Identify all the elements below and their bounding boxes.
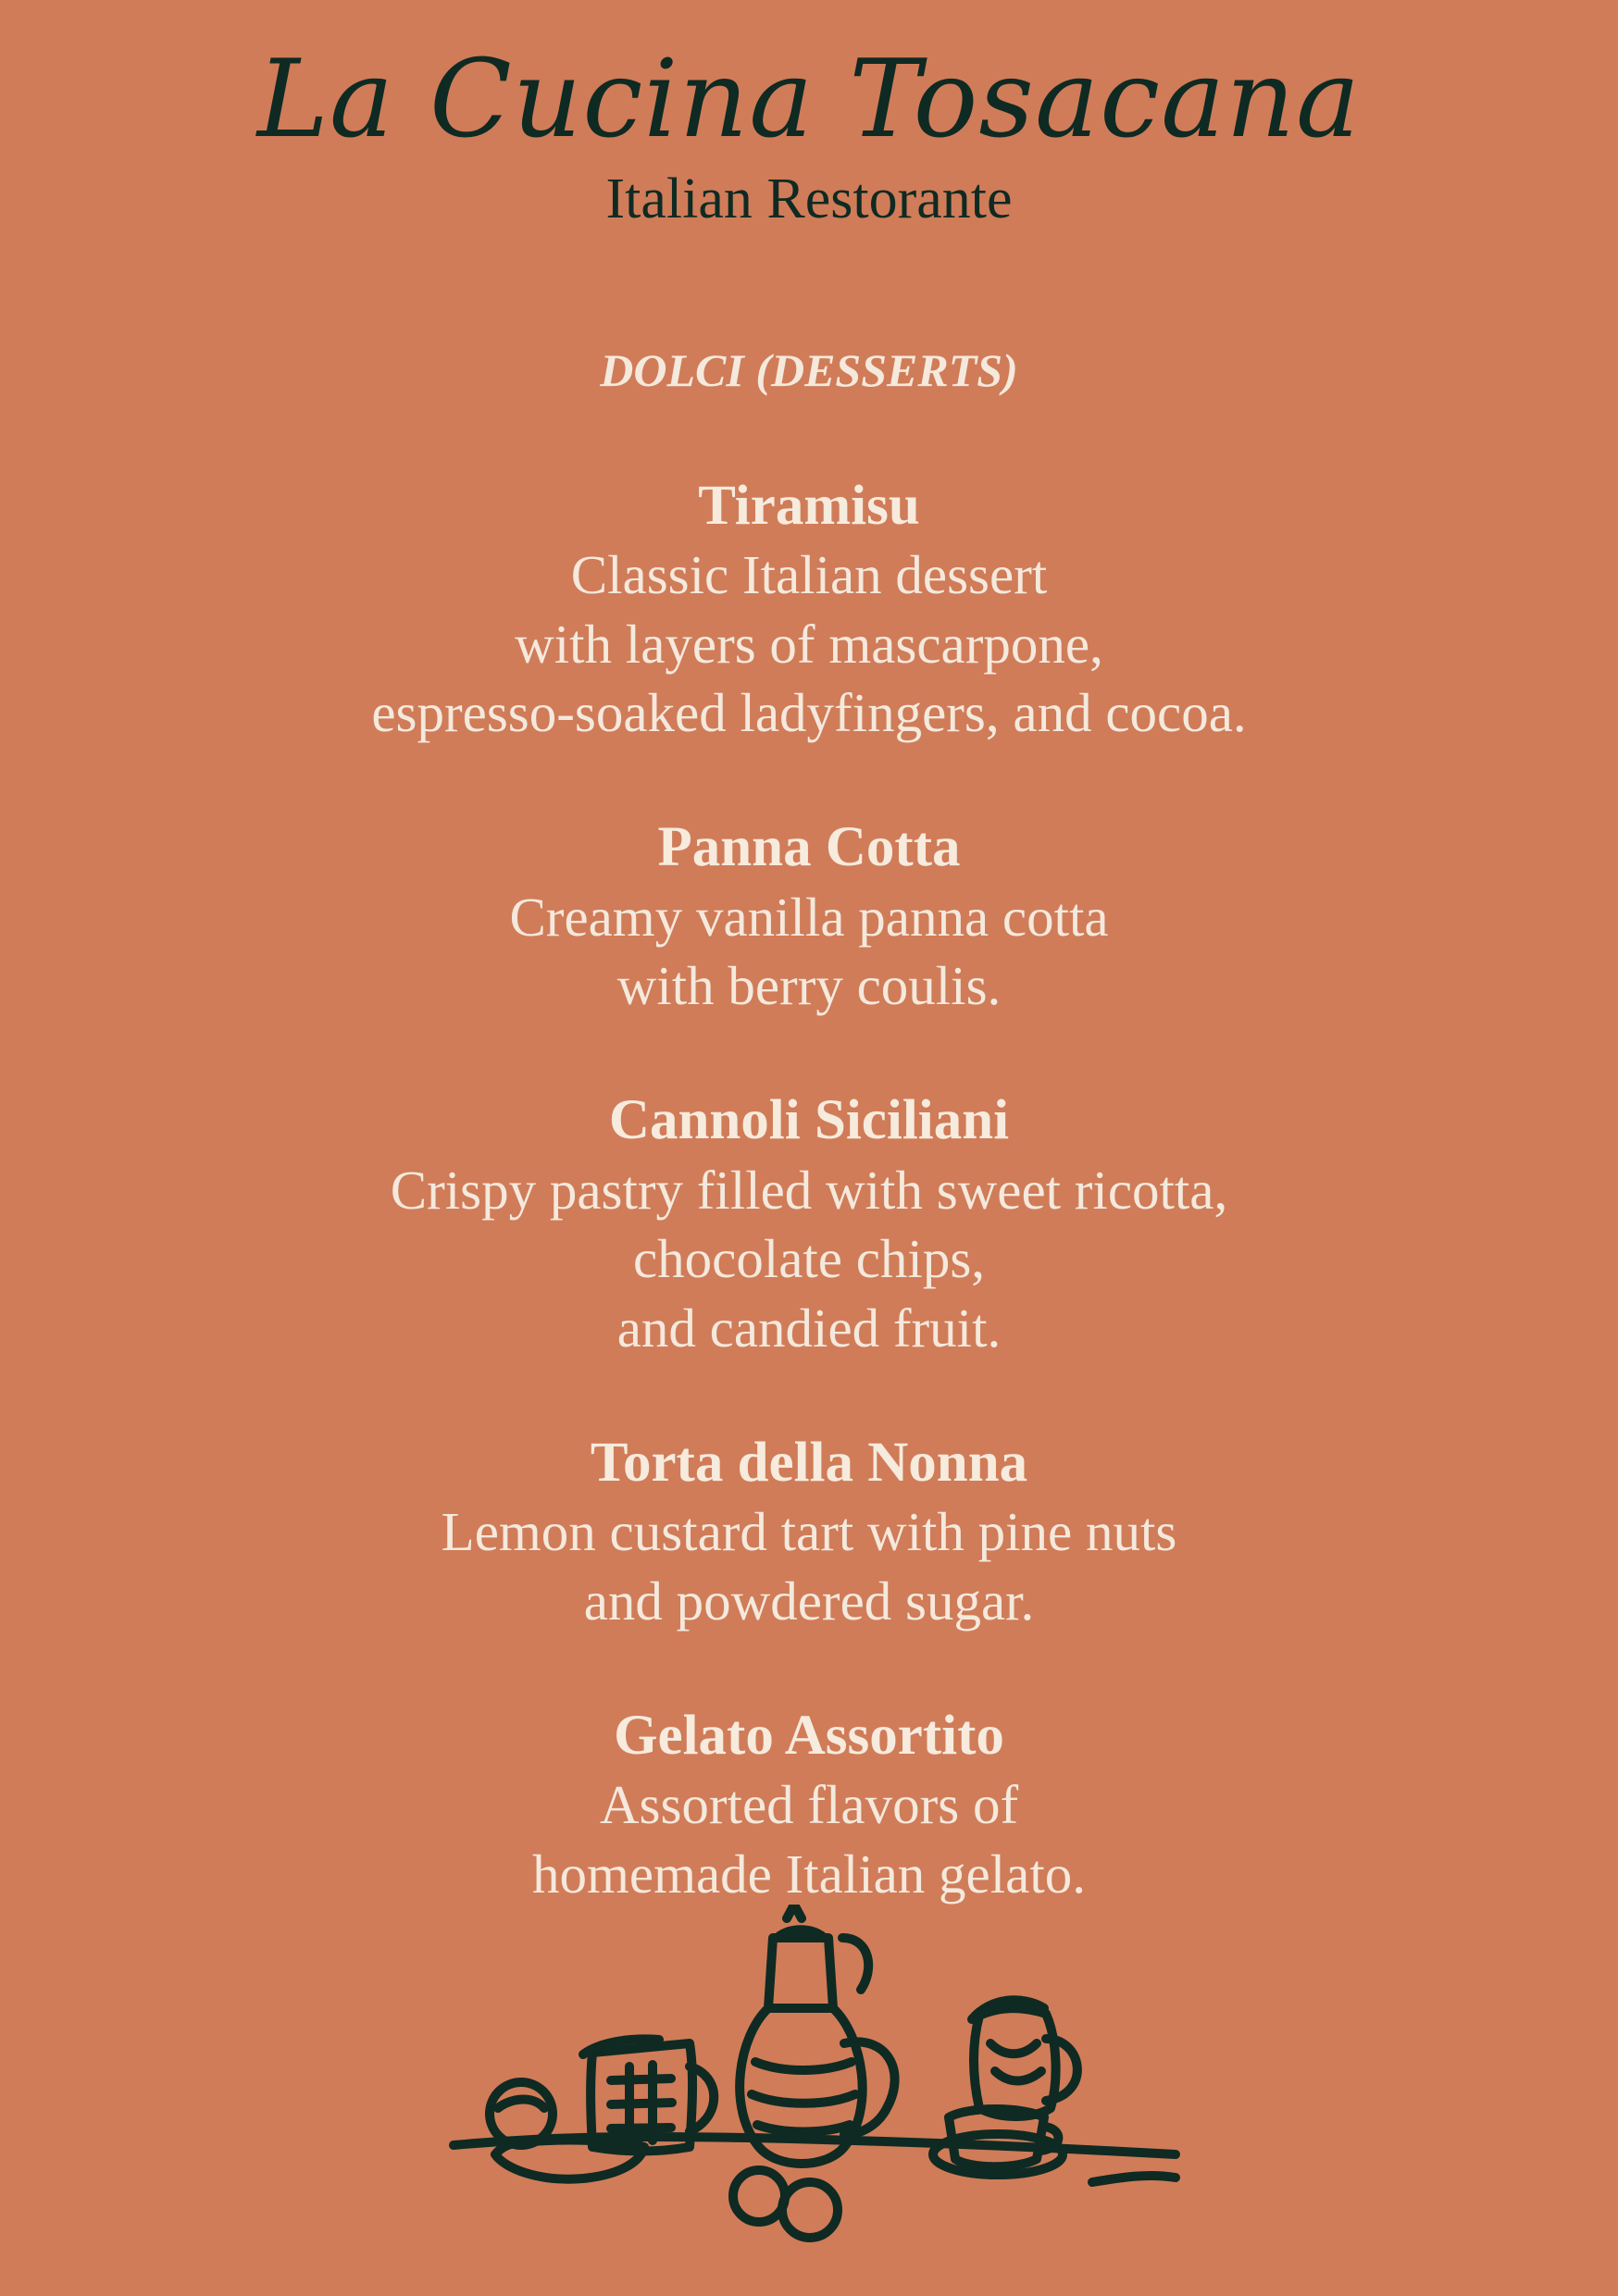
- description-line: with berry coulis.: [616, 955, 1002, 1017]
- table-accent-icon: [1092, 2176, 1176, 2182]
- dessert-item-torta-della-nonna: [0, 1429, 1618, 1635]
- left-pitcher-pattern-icon: [611, 2065, 672, 2141]
- dessert-description: [0, 1497, 1618, 1635]
- table-still-life-illustration-icon: [444, 1905, 1185, 2275]
- dessert-item-cannoli-siciliani: [0, 1086, 1618, 1361]
- dessert-item-panna-cotta: [0, 813, 1618, 1020]
- description-line: espresso-soaked ladyfingers, and cocoa.: [371, 682, 1247, 744]
- description-line: and powdered sugar.: [583, 1570, 1035, 1632]
- description-line: Lemon custard tart with pine nuts: [441, 1501, 1177, 1563]
- dessert-title: Torta della Nonna: [590, 1431, 1028, 1494]
- dessert-item-tiramisu: [0, 472, 1618, 747]
- dessert-title: Panna Cotta: [657, 816, 961, 879]
- description-line: with layers of mascarpone,: [515, 613, 1103, 675]
- description-line: homemade Italian gelato.: [532, 1843, 1086, 1905]
- section-title: DOLCI (DESSERTS): [600, 344, 1018, 396]
- description-line: Creamy vanilla panna cotta: [509, 886, 1109, 948]
- dessert-title: Gelato Assortito: [614, 1704, 1004, 1767]
- menu-header: [0, 37, 1618, 230]
- right-pitcher-pattern-icon: [990, 2043, 1041, 2081]
- description-line: Assorted flavors of: [599, 1774, 1019, 1836]
- dessert-description: [0, 540, 1618, 747]
- dessert-menu: [0, 472, 1618, 1975]
- dessert-description: [0, 1156, 1618, 1362]
- coffee-handle-icon: [844, 2042, 895, 2134]
- description-line: chocolate chips,: [632, 1228, 986, 1290]
- coffee-pattern-icon: [752, 2062, 855, 2132]
- dessert-description: [0, 883, 1618, 1021]
- coffee-top-icon: [768, 1938, 833, 2008]
- fruit-left-icon: [733, 2170, 785, 2222]
- restaurant-subtitle: Italian Restorante: [605, 168, 1013, 230]
- dessert-item-gelato-assortito: [0, 1702, 1618, 1908]
- dessert-title: Cannoli Siciliani: [608, 1089, 1010, 1152]
- bread-detail-icon: [498, 2100, 544, 2108]
- coffee-finial-icon: [787, 1905, 802, 1918]
- dessert-description: [0, 1770, 1618, 1908]
- coffee-spout-icon: [842, 1938, 868, 1990]
- restaurant-name: La Cucina Tosacana: [256, 37, 1362, 162]
- dessert-title: Tiramisu: [698, 475, 920, 537]
- description-line: Crispy pastry filled with sweet ricotta,: [390, 1159, 1228, 1221]
- description-line: and candied fruit.: [616, 1297, 1002, 1359]
- description-line: Classic Italian dessert: [570, 544, 1048, 606]
- fruit-right-icon: [782, 2182, 838, 2238]
